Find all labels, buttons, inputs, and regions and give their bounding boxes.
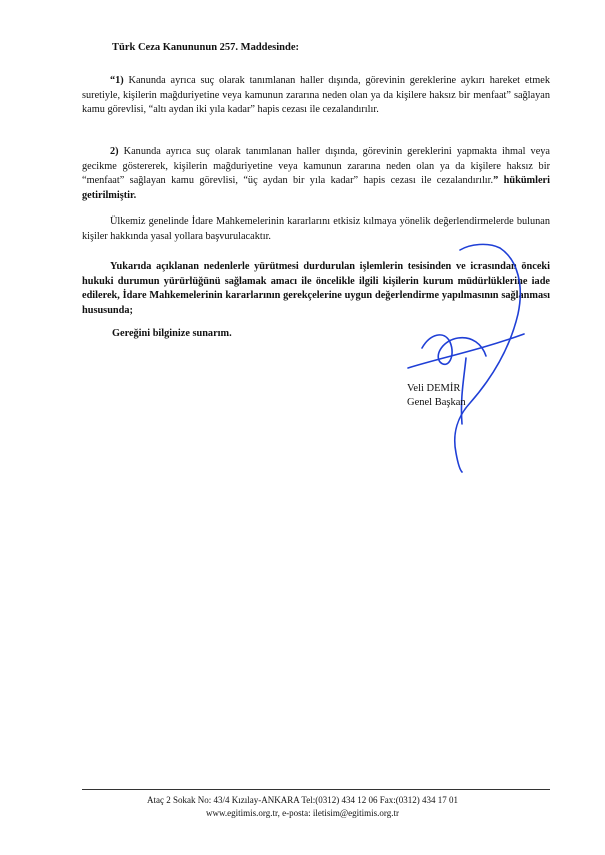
handwritten-signature: [400, 238, 530, 473]
clause-2-tail: ” hükümleri getirilmiştir.: [82, 175, 550, 201]
footer-contact: www.egitimis.org.tr, e-posta: iletisim@egitimis.org.tr: [206, 808, 399, 818]
clause-2-number: 2): [110, 146, 119, 157]
signature-stroke-tail: [461, 358, 466, 424]
closing-line: Gereğini bilginize sunarım.: [112, 328, 232, 339]
paragraph-article-clause-1: [82, 74, 550, 118]
paragraph-article-clause-2: [82, 145, 550, 203]
section-heading: Türk Ceza Kanununun 257. Maddesinde:: [112, 42, 300, 53]
legal-action-text: Ülkemiz genelinde İdare Mahkemelerinin kararlarını etkisiz kılmaya yönelik değerlendirmelerde bulunan kişiler hakkında yasal yollara başvurulacaktır.: [82, 216, 550, 242]
signature-stroke-main: [455, 244, 520, 472]
clause-1-number: “1): [110, 75, 124, 86]
footer-address: Ataç 2 Sokak No: 43/4 Kızılay-ANKARA Tel:(0312) 434 12 06 Fax:(0312) 434 17 01: [147, 795, 458, 805]
clause-2-text: Kanunda ayrıca suç olarak tanımlanan haller dışında, görevinin gereklerini yapmakta ihmal veya gecikme göstererek, kişilerin mağduriyetine veya kamunun zararına neden olan ya da kişilere haksız bir “menfaat” sağlayan kamu görevlisi, “üç aydan bir yıla kadar” hapis cezası ile cezalandırılır.: [82, 146, 550, 187]
clause-1-text: Kanunda ayrıca suç olarak tanımlanan haller dışında, görevinin gereklerine aykırı hareket etmek suretiyle, kişilerin mağduriyetine veya kamunun zararına neden olan ya da kişilere haksız bir menfaat” sağlayan kamu görevlisi, “altı aydan iki yıla kadar” hapis cezası ile cezalandırılır.: [82, 75, 550, 116]
request-text: Yukarıda açıklanan nedenlerle yürütmesi durdurulan işlemlerin tesisinden ve icrasından önceki hukuki durumun yürürlüğünü sağlamak amacı ile öncelikle ilgili kişilerin kurum müdürlüklerine iade edilerek, İdare Mahkemelerinin kararlarının gerekçelerine uygun değerlendirme yapılmasının sağlanması hususunda;: [82, 261, 550, 316]
signatory-title: Genel Başkan: [407, 397, 466, 408]
signatory-name: Veli DEMİR: [407, 383, 461, 394]
footer-divider: [82, 789, 550, 790]
